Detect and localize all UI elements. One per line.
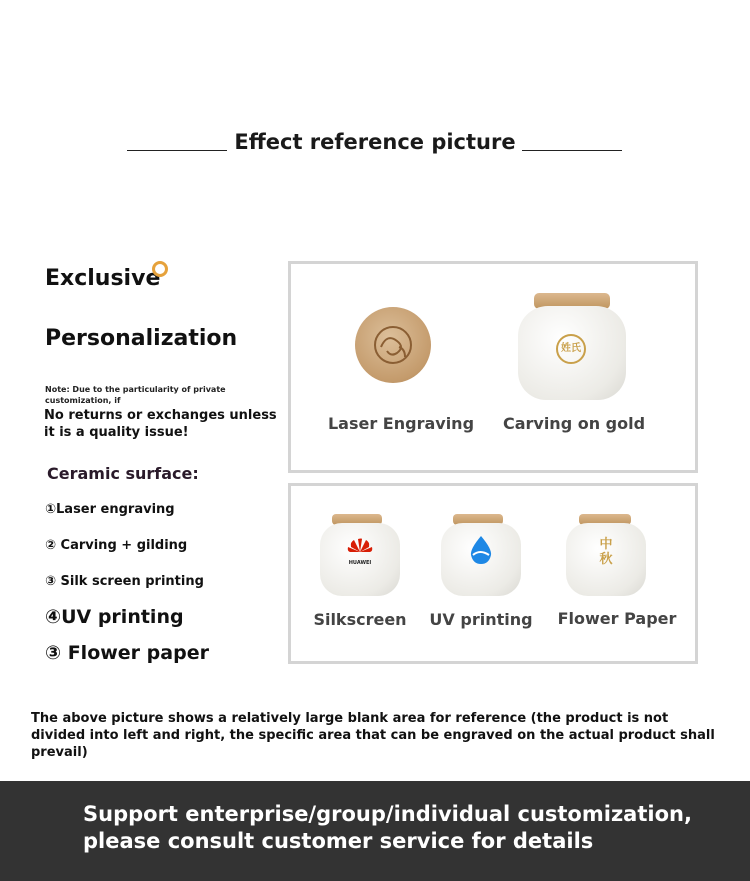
option-carving: ② Carving + gilding xyxy=(45,538,188,553)
option-laser: ①Laser engraving xyxy=(45,502,175,517)
huawei-logo-icon xyxy=(345,538,375,560)
bottom-reference-box xyxy=(288,483,698,664)
ceramic-jar-image xyxy=(518,306,626,400)
blue-drop-logo-icon xyxy=(468,535,494,565)
jar-silkscreen-image xyxy=(320,523,400,596)
huawei-logo-text: HUAWEI xyxy=(348,560,372,566)
caption-silkscreen: Silkscreen xyxy=(313,610,407,629)
option-uv: ④UV printing xyxy=(45,606,184,628)
gold-seal-icon: 姓氏 xyxy=(556,334,586,364)
heading-personalization: Personalization xyxy=(45,326,238,351)
caption-flower-paper: Flower Paper xyxy=(557,609,677,628)
header-rule-right xyxy=(522,150,622,151)
heading-exclusive: Exclusive xyxy=(45,266,161,291)
banner-line-1: Support enterprise/group/individual customization, xyxy=(83,802,692,826)
jar-flower-paper-image xyxy=(566,523,646,596)
caption-laser-engraving: Laser Engraving xyxy=(327,414,475,433)
banner-text xyxy=(83,801,692,855)
note-small: Note: Due to the particularity of private customization, if xyxy=(45,385,226,405)
option-flower: ③ Flower paper xyxy=(45,642,209,664)
footnote: The above picture shows a relatively large blank area for reference (the product is not divided into left and right, the specific area that can be engraved on the actual product shall prevail) xyxy=(31,711,715,760)
note-main: No returns or exchanges unless it is a quality issue! xyxy=(44,408,277,440)
caption-uv-printing: UV printing xyxy=(429,610,533,629)
engraved-elephant-icon xyxy=(355,307,431,383)
option-silk: ③ Silk screen printing xyxy=(45,574,204,589)
page-title: Effect reference picture xyxy=(234,130,516,154)
ring-icon xyxy=(152,261,168,277)
top-reference-box xyxy=(288,261,698,473)
wooden-lid-image xyxy=(355,307,431,383)
banner-line-2: please consult customer service for details xyxy=(83,829,594,853)
gold-calligraphy-mark: 中秋 xyxy=(599,537,613,567)
caption-carving-on-gold: Carving on gold xyxy=(502,414,646,433)
jar-uv-image xyxy=(441,523,521,596)
ceramic-surface-label: Ceramic surface: xyxy=(47,464,199,483)
